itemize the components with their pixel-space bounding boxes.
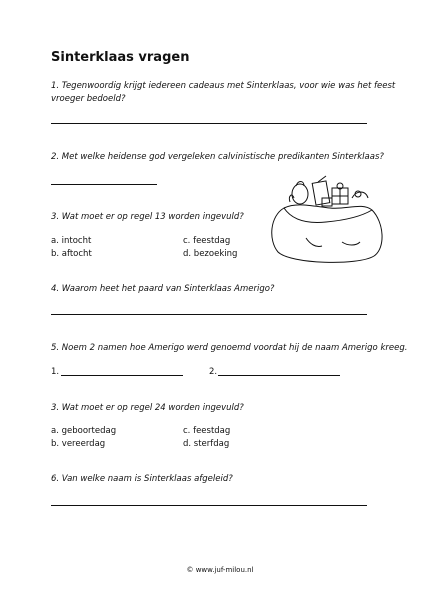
option-a[interactable]: a. intocht: [51, 236, 92, 246]
question-3b: 3. Wat moet er op regel 24 worden ingevuld?: [51, 403, 244, 413]
question-3a: 3. Wat moet er op regel 13 worden ingevuld?: [51, 212, 244, 222]
answer-line-5a[interactable]: [61, 375, 183, 376]
option-c-2[interactable]: c. feestdag: [183, 426, 231, 436]
footer-copyright: © www.juf-milou.nl: [186, 566, 254, 574]
option-a-2[interactable]: a. geboortedag: [51, 426, 117, 436]
question-2: 2. Met welke heidense god vergeleken calvinistische predikanten Sinterklaas?: [51, 152, 384, 162]
option-b-2[interactable]: b. vereerdag: [51, 439, 106, 449]
answer-line-4[interactable]: [51, 314, 367, 315]
question-5: 5. Noem 2 namen hoe Amerigo werd genoemd voordat hij de naam Amerigo kreeg.: [51, 343, 408, 353]
question-6: 6. Van welke naam is Sinterklaas afgeleid?: [51, 474, 233, 484]
answer-line-6[interactable]: [51, 505, 367, 506]
blank-2-label: 2.: [209, 367, 218, 377]
option-b[interactable]: b. aftocht: [51, 249, 92, 259]
answer-line-5b[interactable]: [218, 375, 340, 376]
question-1-line1: 1. Tegenwoordig krijgt iedereen cadeaus met Sinterklaas, voor wie was het feest: [51, 81, 396, 91]
answer-line-2[interactable]: [51, 184, 157, 185]
question-1-line2: vroeger bedoeld?: [51, 94, 126, 104]
page-title: Sinterklaas vragen: [51, 50, 190, 65]
blank-1-label: 1.: [51, 367, 60, 377]
option-c[interactable]: c. feestdag: [183, 236, 231, 246]
question-4: 4. Waarom heet het paard van Sinterklaas Amerigo?: [51, 284, 275, 294]
answer-line-1[interactable]: [51, 123, 367, 124]
option-d-2[interactable]: d. sterfdag: [183, 439, 230, 449]
option-d[interactable]: d. bezoeking: [183, 249, 238, 259]
